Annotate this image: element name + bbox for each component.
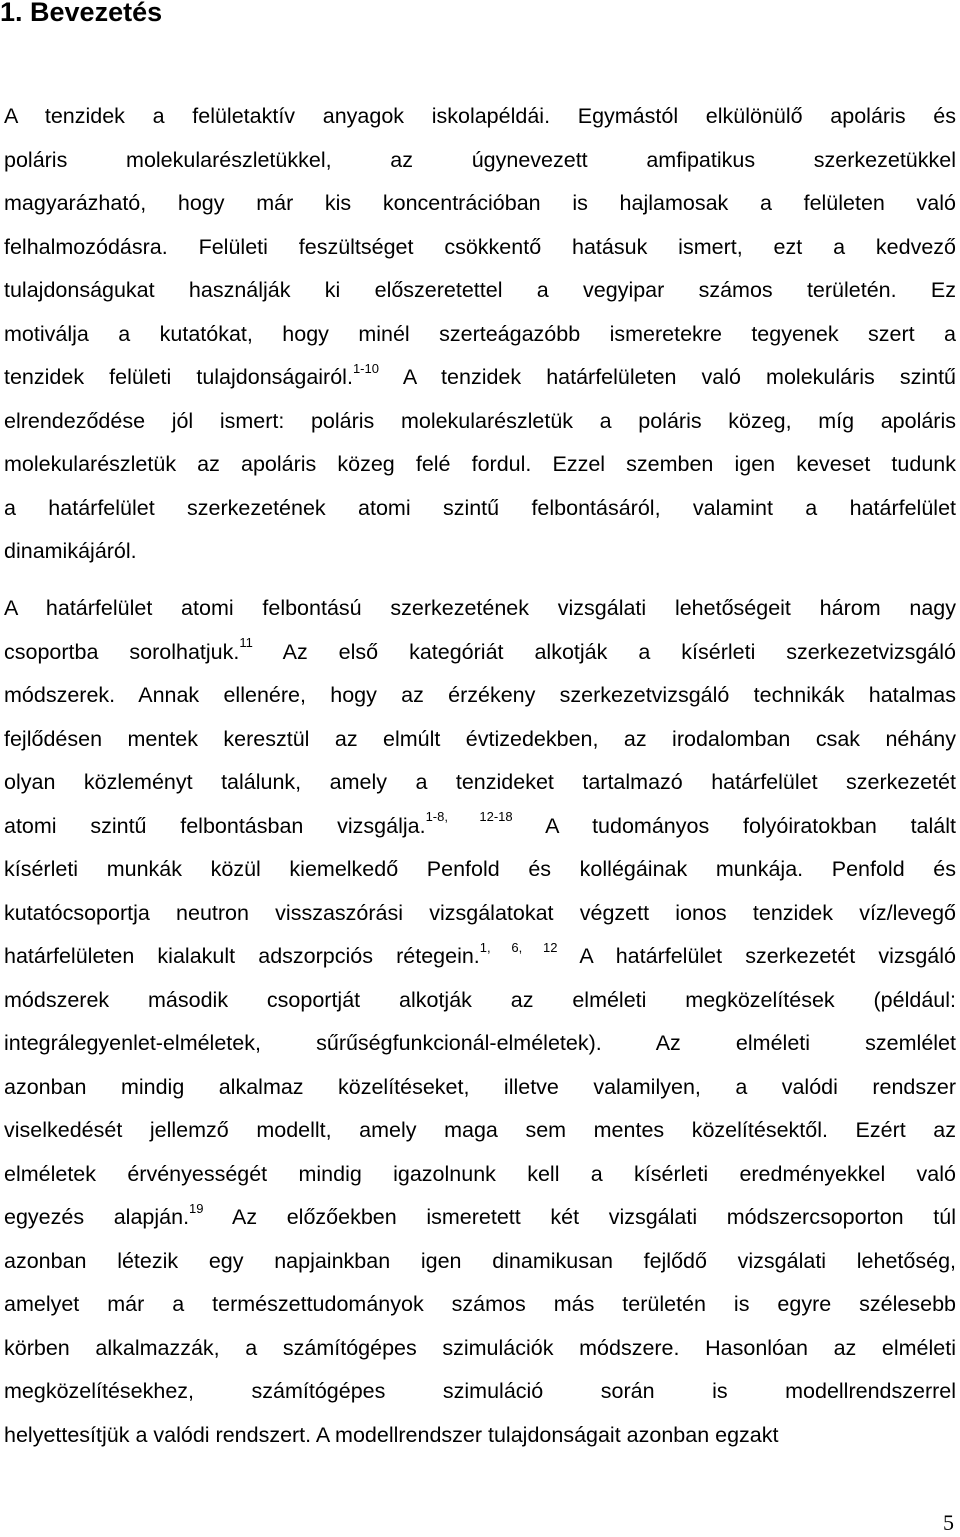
text-segment: motiválja a kutatókat, hogy minél szerteágazóbb ismeretekre tegyenek szert a (4, 321, 956, 346)
text-segment: A határfelület atomi felbontású szerkezetének vizsgálati lehetőségeit három nagy (4, 596, 956, 620)
text-line (4, 674, 956, 718)
text-segment: Az első kategóriát alkotják a kísérleti szerkezetvizsgáló (252, 639, 956, 664)
text-segment: A tenzidek a felületaktív anyagok iskolapéldái. Egymástól elkülönülő apoláris és (4, 104, 956, 128)
text-line (4, 269, 956, 313)
text-line (4, 400, 956, 444)
text-segment: egyezés alapján. (4, 1205, 190, 1229)
text-segment: magyarázható, hogy már kis koncentrációban is hajlamosak a felületen való (4, 191, 956, 215)
text-line (4, 530, 956, 574)
text-line (4, 1240, 956, 1284)
text-segment: felhalmozódásra. Felületi feszültséget csökkentő hatásuk ismert, ezt a kedvező (4, 234, 956, 259)
text-segment: fejlődésen mentek keresztül az elmúlt évtizedekben, az irodalomban csak néhány (4, 726, 956, 751)
text-line (4, 487, 956, 531)
text-segment: viselkedését jellemző modellt, amely maga sem mentes közelítésektől. Ezért az (4, 1118, 956, 1142)
citation-reference: 1-10 (352, 360, 379, 376)
text-line (4, 313, 956, 357)
citation-reference: 1-8, 12-18 (425, 809, 513, 825)
text-line (4, 979, 956, 1023)
text-line (4, 761, 956, 805)
text-line (4, 631, 956, 675)
text-segment: módszerek második csoportját alkotják az elméleti megközelítések (például: (4, 987, 956, 1012)
citation-reference: 1, 6, 12 (479, 939, 558, 955)
text-segment: csoportba sorolhatjuk. (4, 639, 240, 664)
text-segment: A tenzidek határfelületen való molekuláris szintű (378, 365, 956, 389)
text-line (4, 139, 956, 183)
text-line (4, 1153, 956, 1197)
text-segment: tulajdonságukat használják ki előszeretettel a vegyipar számos területén. Ez (4, 278, 956, 302)
text-segment: atomi szintű felbontásban vizsgálja. (4, 813, 426, 838)
text-line (4, 1066, 956, 1110)
text-segment: határfelületen kialakult adszorpciós rétegein. (4, 944, 480, 968)
text-line (4, 1022, 956, 1066)
text-segment: integrálegyenlet-elméletek, sűrűségfunkcionál-elméletek). Az elméleti szemlélet (4, 1031, 956, 1055)
text-segment: tenzidek felületi tulajdonságairól. (4, 365, 353, 389)
text-segment: azonban mindig alkalmaz közelítéseket, illetve valamilyen, a valódi rendszer (4, 1074, 956, 1099)
text-line (4, 1370, 956, 1414)
text-line (4, 1109, 956, 1153)
paragraph-methods (4, 587, 956, 1457)
text-segment: módszerek. Annak ellenére, hogy az érzékeny szerkezetvizsgáló technikák hatalmas (4, 683, 956, 707)
text-line (4, 587, 956, 631)
text-segment: megközelítésekhez, számítógépes szimuláció során is modellrendszerrel (4, 1379, 956, 1403)
text-segment: elméletek érvényességét mindig igazolnunk kell a kísérleti eredményekkel való (4, 1161, 956, 1186)
text-segment: dinamikájáról. (4, 539, 137, 563)
text-segment: kísérleti munkák közül kiemelkedő Penfold és kollégáinak munkája. Penfold és (4, 857, 956, 881)
text-line (4, 1283, 956, 1327)
text-line (4, 1414, 956, 1458)
text-segment: azonban létezik egy napjainkban igen dinamikusan fejlődő vizsgálati lehetőség, (4, 1248, 956, 1273)
text-segment: a határfelület szerkezetének atomi szintű felbontásáról, valamint a határfelület (4, 495, 956, 520)
text-line (4, 95, 956, 139)
text-segment: molekularészletük az apoláris közeg felé fordul. Ezzel szemben igen keveset tudunk (4, 452, 956, 476)
text-segment: poláris molekularészletükkel, az úgynevezett amfipatikus szerkezetükkel (4, 147, 956, 172)
text-segment: amelyet már a természettudományok számos más területén is egyre szélesebb (4, 1292, 956, 1316)
text-line (4, 1196, 956, 1240)
text-line (4, 356, 956, 400)
citation-reference: 19 (189, 1200, 204, 1216)
text-segment: helyettesítjük a valódi rendszert. A modellrendszer tulajdonságait azonban egzakt (4, 1422, 779, 1447)
text-segment: kutatócsoportja neutron visszaszórási vizsgálatokat végzett ionos tenzidek víz/levegő (4, 900, 956, 925)
text-line (4, 226, 956, 270)
text-segment: körben alkalmazzák, a számítógépes szimulációk módszere. Hasonlóan az elméleti (4, 1335, 956, 1360)
citation-reference: 11 (239, 635, 253, 651)
text-segment: Az előzőekben ismeretett két vizsgálati módszercsoporton túl (203, 1205, 956, 1229)
text-line (4, 935, 956, 979)
text-segment: elrendeződése jól ismert: poláris molekularészletük a poláris közeg, míg apoláris (4, 408, 956, 433)
text-line (4, 182, 956, 226)
text-line (4, 1327, 956, 1371)
paragraph-intro (4, 95, 956, 574)
text-line (4, 848, 956, 892)
text-line (4, 718, 956, 762)
text-segment: olyan közleményt találunk, amely a tenzideket tartalmazó határfelület szerkezetét (4, 770, 956, 794)
text-line (4, 805, 956, 849)
text-segment: A határfelület szerkezetét vizsgáló (557, 944, 956, 968)
text-line (4, 443, 956, 487)
page-number: 5 (943, 1510, 954, 1535)
text-segment: A tudományos folyóiratokban talált (512, 813, 956, 838)
text-line (4, 892, 956, 936)
section-heading: 1. Bevezetés (0, 0, 163, 27)
